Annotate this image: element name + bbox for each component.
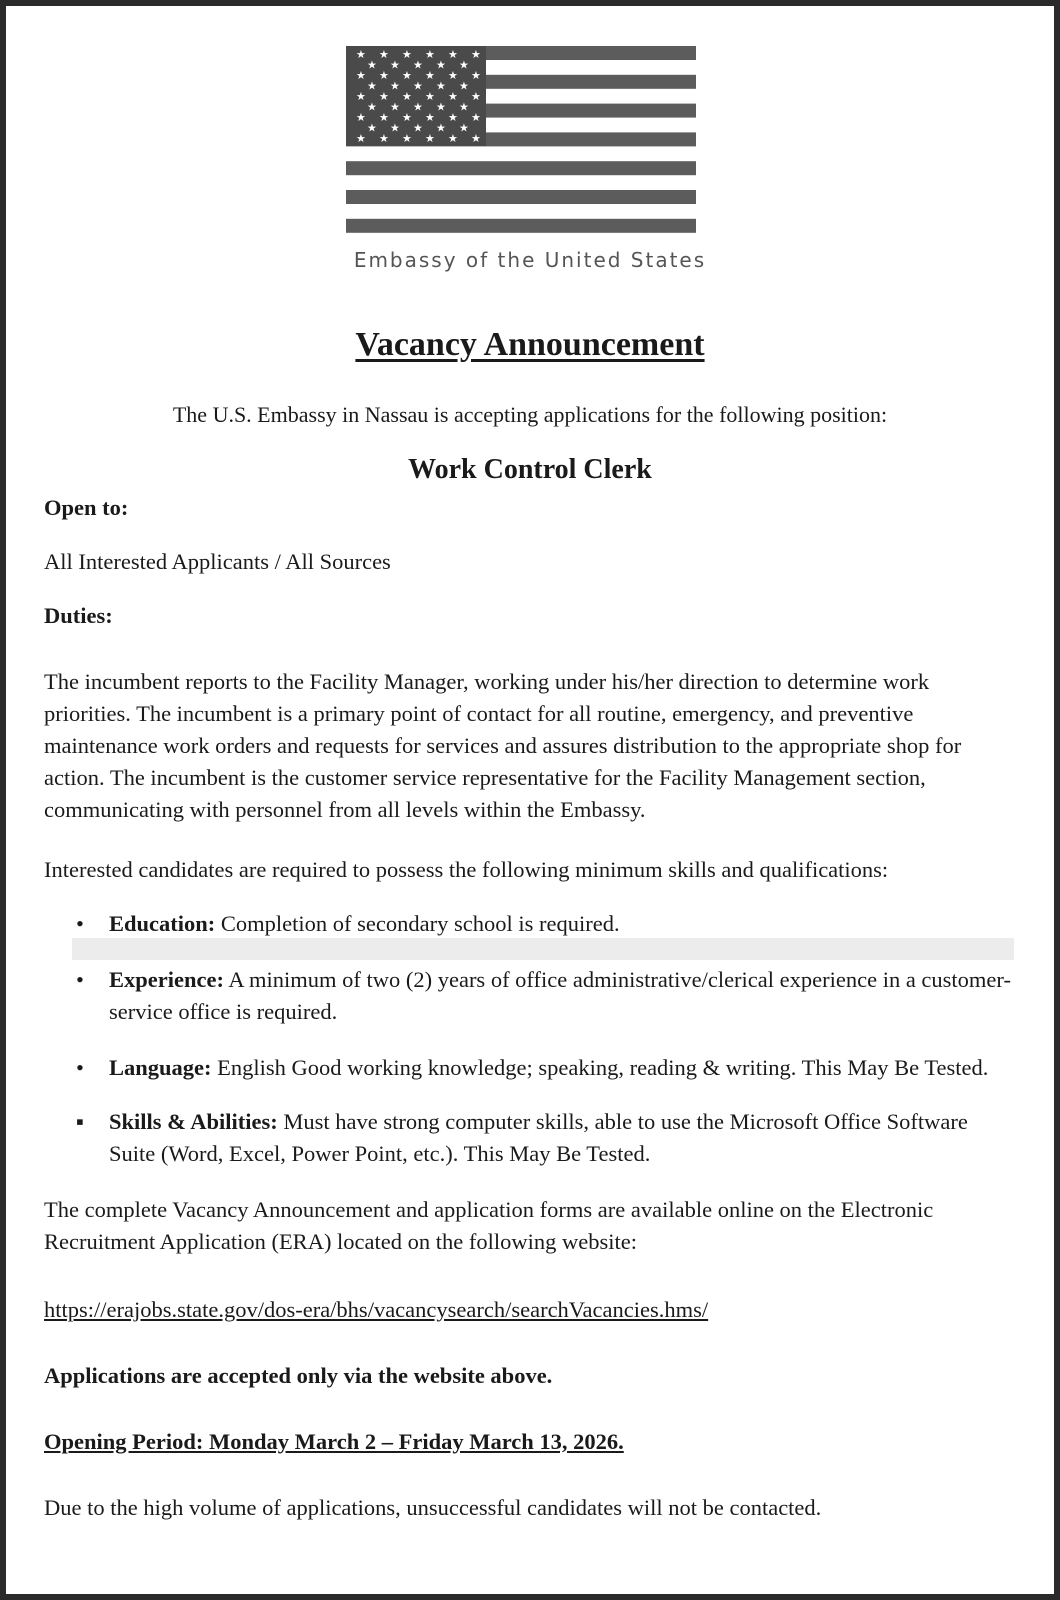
page-title: Vacancy Announcement (355, 326, 705, 363)
position-title: Work Control Clerk (408, 454, 652, 485)
requirement-text: Must have strong computer skills, able to use the Microsoft Office Software Suite (Word, Excel, Power Point, etc.). This May Be Tested. (109, 1109, 968, 1166)
flag-stripe (346, 219, 696, 233)
requirement-text: English Good working knowledge; speaking, reading & writing. This May Be Tested. (211, 1055, 989, 1080)
flag-star: ★ (448, 69, 458, 82)
flag-star: ★ (413, 58, 423, 72)
flag-star: ★ (448, 48, 458, 61)
flag-star: ★ (379, 111, 389, 124)
flag-star: ★ (390, 58, 400, 72)
requirement-label: Experience: (109, 967, 224, 992)
us-flag-icon (346, 46, 696, 238)
flag-star: ★ (425, 90, 435, 103)
highlight-bar (72, 938, 1014, 960)
flag-star: ★ (390, 121, 400, 135)
flag-star: ★ (436, 100, 446, 114)
flag-star: ★ (425, 132, 435, 145)
flag-star: ★ (367, 121, 377, 135)
requirement-label: Language: (109, 1055, 212, 1080)
bullet-icon: ▪ (76, 1109, 84, 1134)
flag-star: ★ (413, 79, 423, 93)
flag-star: ★ (379, 69, 389, 82)
flag-star: ★ (379, 132, 389, 145)
bullet-icon: • (76, 1055, 84, 1080)
flag-star: ★ (356, 111, 366, 124)
flag-star: ★ (436, 121, 446, 135)
flag-star: ★ (402, 48, 412, 61)
flag-star: ★ (448, 132, 458, 145)
flag-star: ★ (413, 100, 423, 114)
website-link[interactable]: https://erajobs.state.gov/dos-era/bhs/vacancysearch/searchVacancies.hms/ (44, 1297, 709, 1322)
flag-star: ★ (459, 58, 469, 72)
flag-star: ★ (471, 111, 481, 124)
duties-label: Duties: (44, 603, 113, 628)
flag-star: ★ (459, 79, 469, 93)
flag-star: ★ (356, 90, 366, 103)
flag-star: ★ (459, 121, 469, 135)
closing-note: Due to the high volume of applications, unsuccessful candidates will not be contacted. (44, 1495, 822, 1520)
flag-star: ★ (402, 69, 412, 82)
flag-star: ★ (379, 48, 389, 61)
flag-star: ★ (390, 100, 400, 114)
flag-star: ★ (448, 90, 458, 103)
requirement-text: Completion of secondary school is required. (215, 911, 620, 936)
flag-star: ★ (390, 79, 400, 93)
flag-star: ★ (402, 111, 412, 124)
flag-star: ★ (471, 69, 481, 82)
flag-star: ★ (402, 132, 412, 145)
flag-star: ★ (425, 111, 435, 124)
requirements-intro: Interested candidates are required to possess the following minimum skills and qualifications: (44, 857, 889, 882)
flag-stripe (346, 161, 696, 175)
opening-period: Opening Period: Monday March 2 – Friday March 13, 2026. (44, 1429, 624, 1454)
flag-star: ★ (413, 121, 423, 135)
flag-star: ★ (402, 90, 412, 103)
flag-star: ★ (367, 79, 377, 93)
flag-star: ★ (356, 132, 366, 145)
flag-star: ★ (367, 100, 377, 114)
flag-star: ★ (436, 79, 446, 93)
flag-star: ★ (459, 100, 469, 114)
flag-star: ★ (448, 111, 458, 124)
open-to-label: Open to: (44, 495, 129, 520)
intro-text: The U.S. Embassy in Nassau is accepting applications for the following position: (172, 402, 888, 427)
requirement-label: Skills & Abilities: (109, 1109, 278, 1134)
open-to-value: All Interested Applicants / All Sources (44, 549, 391, 574)
flag-star: ★ (471, 90, 481, 103)
application-info: The complete Vacancy Announcement and application forms are available online on the Electronic Recruitment Application (ERA) located on the following website: (44, 1197, 934, 1254)
flag-star: ★ (356, 69, 366, 82)
bullet-icon: • (76, 967, 84, 992)
flag-stripe (346, 190, 696, 204)
flag-star: ★ (367, 58, 377, 72)
flag-star: ★ (379, 90, 389, 103)
flag-star: ★ (471, 48, 481, 61)
bullet-icon: • (76, 911, 84, 936)
requirement-text: A minimum of two (2) years of office administrative/clerical experience in a customer-service office is required. (109, 967, 1011, 1024)
flag-star: ★ (356, 48, 366, 61)
flag-star: ★ (436, 58, 446, 72)
requirement-label: Education: (109, 911, 216, 936)
flag-star: ★ (425, 48, 435, 61)
applications-note: Applications are accepted only via the website above. (44, 1363, 553, 1388)
flag-star: ★ (471, 132, 481, 145)
embassy-name: Embassy of the United States (353, 248, 707, 272)
flag-star: ★ (425, 69, 435, 82)
duties-text: The incumbent reports to the Facility Manager, working under his/her direction to determine work priorities. The incumbent is a primary point of contact for all routine, emergency, and preventive maintenance work orders and requests for services and assures distribution to the appropriate shop for action. The incumbent is the customer service representative for the Facility Management section, communicating with personnel from all levels within the Embassy. (44, 669, 962, 822)
